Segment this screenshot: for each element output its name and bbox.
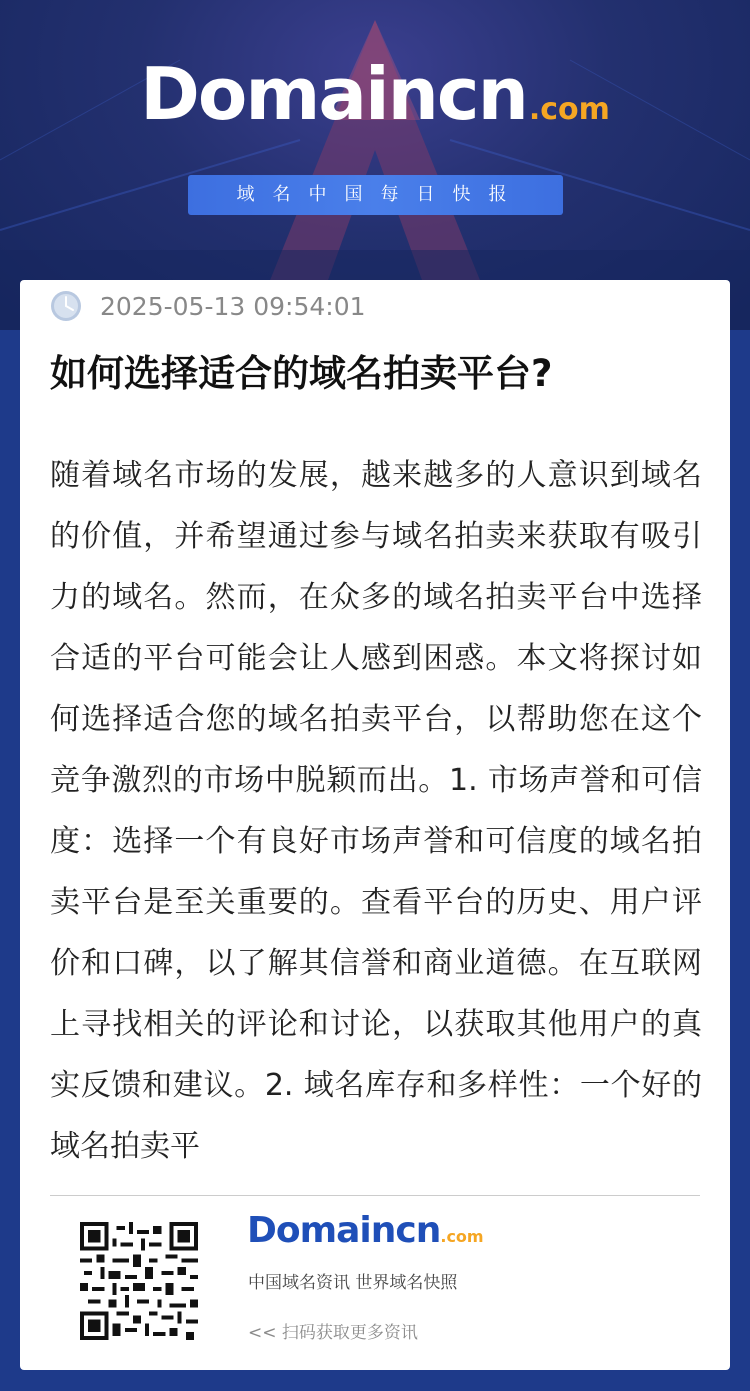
footer-logo bbox=[247, 1210, 484, 1251]
article-date: 2025-05-13 09:54:01 bbox=[100, 291, 366, 321]
header-logo bbox=[0, 52, 750, 136]
footer-logo-main: Domaincn bbox=[247, 1210, 441, 1251]
header-logo-main: Domaincn bbox=[140, 52, 527, 136]
article-body: 随着域名市场的发展，越来越多的人意识到域名的价值，并希望通过参与域名拍卖来获取有吸引力的域名。然而，在众多的域名拍卖平台中选择合适的平台可能会让人感到困惑。本文将探讨如何选择适合您的域名拍卖平台，以帮助您在这个竞争激烈的市场中脱颖而出。1. 市场声誉和可信度：选择一个有良好市场声誉和可信度的域名拍卖平台是至关重要的。查看平台的历史、用户评价和口碑，以了解其信誉和商业道德。在互联网上寻找相关的评论和讨论，以获取其他用户的真实反馈和建议。2. 域名库存和多样性：一个好的域名拍卖平 bbox=[50, 458, 702, 1164]
article-card bbox=[20, 280, 730, 1370]
qr-code[interactable] bbox=[80, 1222, 198, 1340]
clock-icon bbox=[50, 290, 82, 322]
article-meta bbox=[50, 290, 366, 322]
footer-slogan: 中国域名资讯 世界域名快照 bbox=[248, 1273, 458, 1293]
header-logo-tld: .com bbox=[528, 92, 610, 127]
footer-scan-hint: << 扫码获取更多资讯 bbox=[248, 1323, 418, 1343]
header-tagline: 域名中国每日快报 bbox=[188, 175, 563, 215]
article-title: 如何选择适合的域名拍卖平台? bbox=[50, 352, 553, 395]
footer-divider bbox=[50, 1195, 700, 1196]
footer-logo-tld: .com bbox=[440, 1227, 484, 1246]
